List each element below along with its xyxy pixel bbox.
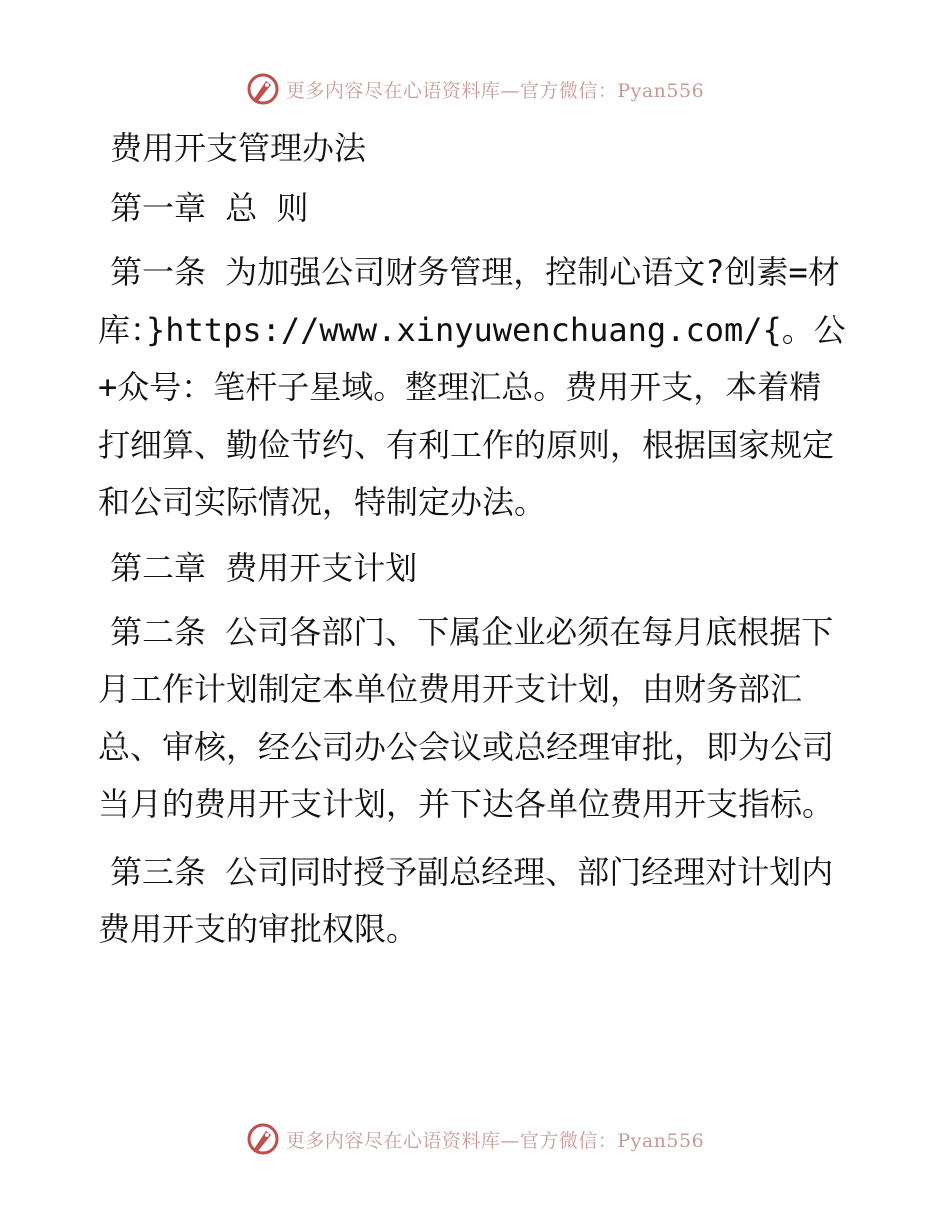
article-2: 第二条 公司各部门、下属企业必须在每月底根据下月工作计划制定本单位费用开支计划，由财务部汇总、审核，经公司办公会议或总经理审批，即为公司当月的费用开支计划，并下达各单位费用开支指标。 bbox=[98, 612, 835, 823]
fountain-pen-logo-icon bbox=[246, 1122, 280, 1156]
header-watermark bbox=[0, 72, 950, 106]
footer-watermark bbox=[0, 1122, 950, 1156]
article-1: 第一条 为加强公司财务管理，控制心语文?创素=材库：}https://www.xinyuwenchuang.com/{。公+众号：笔杆子星域。整理汇总。费用开支，本着精打细算、勤俭节约、有利工作的原则，根据国家规定和公司实际情况，特制定办法。 bbox=[98, 253, 846, 521]
watermark-text: 更多内容尽在心语资料库—官方微信：Pyan556 bbox=[285, 79, 705, 102]
document-body bbox=[98, 120, 850, 959]
fountain-pen-logo-icon bbox=[246, 72, 280, 106]
document-title: 费用开支管理办法 bbox=[110, 129, 367, 167]
chapter-1-heading: 第一章 总 则 bbox=[110, 189, 309, 227]
chapter-2-heading: 第二章 费用开支计划 bbox=[110, 548, 418, 587]
watermark-text: 更多内容尽在心语资料库—官方微信：Pyan556 bbox=[285, 1129, 705, 1152]
article-3: 第三条 公司同时授予副总经理、部门经理对计划内费用开支的审批权限。 bbox=[98, 852, 834, 948]
